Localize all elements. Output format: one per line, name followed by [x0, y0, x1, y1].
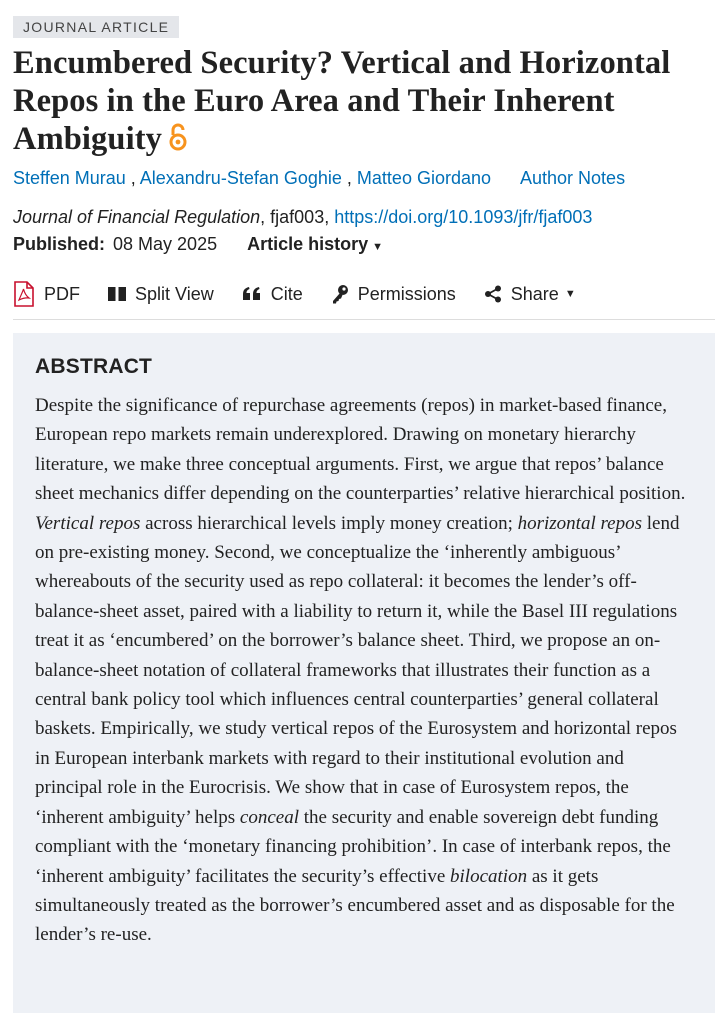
open-access-icon: [168, 122, 188, 160]
publication-info: [13, 234, 715, 255]
author-notes-link[interactable]: Author Notes: [520, 168, 626, 188]
author-separator: ,: [341, 168, 357, 188]
split-view-icon: [108, 286, 126, 302]
chevron-down-icon: ▼: [564, 288, 576, 300]
doi-link[interactable]: https://doi.org/10.1093/jfr/fjaf003: [334, 207, 593, 227]
cite-label: Cite: [270, 283, 303, 304]
chevron-down-icon: ▼: [372, 241, 384, 253]
cite-button[interactable]: [242, 284, 303, 305]
permissions-button[interactable]: [331, 284, 456, 305]
pdf-button[interactable]: [13, 281, 80, 307]
author-list: [13, 168, 715, 189]
published-date: 08 May 2025: [113, 234, 218, 254]
share-button[interactable]: [484, 284, 576, 305]
permissions-label: Permissions: [357, 283, 456, 304]
journal-name: Journal of Financial Regulation: [13, 207, 261, 227]
abstract-segment: the security and enable sovereign debt funding compliant with the ‘monetary financing prohibition’. In case of interbank repos, the ‘inherent ambiguity’ facilitates the security’s effective: [35, 806, 671, 887]
pdf-icon: [13, 281, 35, 307]
split-view-label: Split View: [135, 283, 214, 304]
abstract-emphasis: bilocation: [450, 865, 528, 887]
quote-icon: [242, 286, 262, 302]
author-link[interactable]: Steffen Murau: [13, 168, 126, 188]
abstract-emphasis: Vertical repos: [35, 512, 141, 534]
author-link[interactable]: Matteo Giordano: [356, 168, 491, 188]
author-separator: ,: [125, 168, 140, 188]
abstract-segment: Despite the significance of repurchase agreements (repos) in market-based finance, European repo markets remain underexplored. Drawing on monetary hierarchy literature, we make three conceptual arguments. First, we argue that repos’ balance sheet mechanics differ depending on the counterparties’ relative hierarchical position.: [35, 395, 686, 505]
key-icon: [331, 284, 349, 304]
abstract-emphasis: horizontal repos: [517, 512, 642, 534]
abstract-heading: ABSTRACT: [35, 355, 153, 378]
abstract-section: [13, 333, 715, 1013]
article-title: [13, 44, 715, 160]
abstract-segment: across hierarchical levels imply money creation;: [140, 512, 518, 534]
journal-citation: [13, 207, 715, 228]
split-view-button[interactable]: [108, 284, 214, 305]
article-title-text: Encumbered Security? Vertical and Horizontal Repos in the Euro Area and Their Inherent Ambiguity: [13, 45, 671, 157]
pdf-label: PDF: [44, 283, 80, 304]
author-link[interactable]: Alexandru-Stefan Goghie: [139, 168, 342, 188]
abstract-text: [35, 391, 693, 950]
abstract-segment: as it gets simultaneously treated as the borrower’s encumbered asset and as disposable for the lender’s re-use.: [35, 865, 675, 946]
article-header: [13, 16, 715, 320]
abstract-segment: lend on pre-existing money. Second, we conceptualize the ‘inherently ambiguous’ whereabouts of the security used as repo collateral: it becomes the lender’s off-balance-sheet asset, paired with a liability to return it, while the Basel III regulations treat it as ‘encumbered’ on the borrower’s balance sheet. Third, we propose an on-balance-sheet notation of collateral frameworks that illustrates their function as a central bank policy tool which influences central counterparties’ general collateral baskets. Empirically, we study vertical repos of the Eurosystem and horizontal repos in European interbank markets with regard to their institutional evolution and principal role in the Eurocrisis. We show that in case of Eurosystem repos, the ‘inherent ambiguity’ helps: [35, 512, 680, 828]
article-history-label: Article history: [247, 234, 369, 254]
share-icon: [484, 285, 502, 303]
article-type-badge: JOURNAL ARTICLE: [13, 16, 179, 38]
article-toolbar: [13, 281, 715, 320]
abstract-emphasis: conceal: [239, 806, 299, 828]
article-id: , fjaf003,: [260, 207, 335, 227]
share-label: Share: [510, 283, 559, 304]
published-label: Published:: [13, 234, 106, 254]
article-history-toggle[interactable]: [247, 234, 383, 254]
